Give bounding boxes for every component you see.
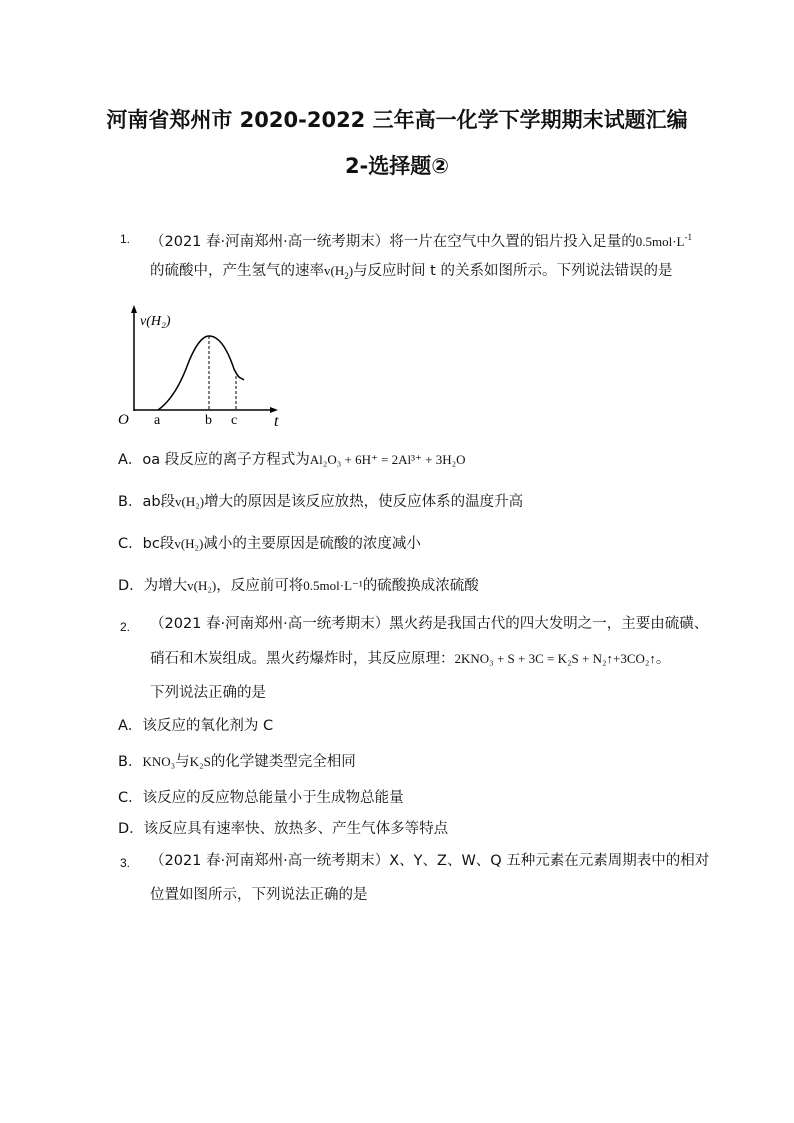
- question-1-stem-line2: [150, 262, 672, 285]
- q1-stem-text-3: 与反应时间 t 的关系如图所示。下列说法错误的是: [353, 263, 673, 279]
- question-3-stem-line2: 位置如图所示，下列说法正确的是: [150, 887, 368, 903]
- question-2-stem-line1: （2021 春·河南郑州·高一统考期末）黑火药是我国古代的四大发明之一，主要由硫磺、: [150, 616, 709, 632]
- q1-option-d-text: 的硫酸换成浓硫酸: [362, 578, 479, 594]
- q1-option-a-equation: Al₂O₃ + 6H⁺ = 2Al³⁺ + 3H₂O: [309, 452, 466, 467]
- y-axis-label: v(H₂): [140, 314, 171, 329]
- y-axis-arrow: [131, 305, 137, 313]
- q2-option-c[interactable]: C．该反应的反应物总能量小于生成物总能量: [118, 790, 404, 806]
- q1-rate-sub: 2: [344, 270, 349, 281]
- q1-option-c-label: C．: [118, 536, 143, 552]
- q2-option-b-formula-2: K₂S: [189, 754, 211, 769]
- rate-time-graph: [112, 303, 292, 433]
- tick-label-c: c: [231, 413, 238, 428]
- q1-option-d-rate: v(H₂): [187, 578, 217, 593]
- q2-stem-text: 硝石和木炭组成。黑火药爆炸时，其反应原理：: [150, 651, 455, 667]
- question-1-stem-line1: [150, 228, 692, 251]
- q1-stem-text: （2021 春·河南郑州·高一统考期末）将一片在空气中久置的铝片投入足量的: [150, 233, 636, 250]
- q2-option-b[interactable]: [118, 753, 356, 771]
- q2-option-d[interactable]: D．该反应具有速率快、放热多、产生气体多等特点: [118, 821, 449, 837]
- question-1-number: 1.: [120, 232, 131, 246]
- q1-option-d[interactable]: [118, 577, 479, 595]
- question-3-stem-line1: （2021 春·河南郑州·高一统考期末）X、Y、Z、W、Q 五种元素在元素周期表中的相对: [150, 853, 710, 869]
- q1-option-d-prefix: 为增大: [143, 578, 188, 594]
- q1-option-b-label: B．: [118, 494, 143, 510]
- q1-rate-symbol: v(H: [324, 263, 345, 278]
- q1-option-b-text: 增大的原因是该反应放热，使反应体系的温度升高: [204, 494, 524, 510]
- q1-option-a-label: A．: [118, 452, 143, 468]
- page-subtitle: 2-选择题②: [344, 154, 450, 178]
- curve-tail: [241, 378, 244, 380]
- q1-option-a-text: oa 段反应的离子方程式为: [142, 452, 310, 468]
- q1-concentration: 0.5mol·L: [635, 233, 685, 249]
- q2-stem-end: 。: [655, 651, 671, 667]
- q2-option-b-formula-1: KNO₃: [142, 754, 176, 769]
- q1-option-b[interactable]: [118, 493, 523, 511]
- q2-option-b-label: B．: [118, 754, 143, 770]
- q1-stem-text-2: 的硫酸中，产生氢气的速率: [150, 263, 324, 279]
- q2-option-b-text: 的化学键类型完全相同: [210, 754, 356, 770]
- q1-option-b-prefix: ab段: [142, 494, 176, 510]
- q1-rate-end: ): [348, 263, 354, 278]
- q1-option-d-label: D．: [118, 578, 144, 594]
- x-axis-label: t: [274, 413, 279, 430]
- question-2-stem-line3: 下列说法正确的是: [150, 685, 266, 701]
- tick-label-a: a: [154, 413, 161, 428]
- q1-option-c-rate: v(H₂): [174, 536, 204, 551]
- q1-option-a[interactable]: [118, 451, 466, 469]
- q1-concentration-sup: -1: [684, 232, 692, 242]
- q1-option-c-text: 减小的主要原因是硫酸的浓度减小: [203, 536, 421, 552]
- q1-option-d-mid: ，反应前可将: [216, 578, 304, 594]
- question-2-stem-line2: [150, 650, 670, 668]
- q1-option-d-concentration: 0.5mol·L⁻¹: [303, 578, 363, 593]
- tick-label-b: b: [205, 413, 212, 428]
- q1-option-b-rate: v(H₂): [175, 494, 205, 509]
- q1-option-c-prefix: bc段: [142, 536, 175, 552]
- origin-label: O: [118, 412, 129, 428]
- page-title: 河南省郑州市 2020-2022 三年高一化学下学期期末试题汇编: [106, 108, 688, 132]
- q2-option-b-mid: 与: [175, 754, 190, 770]
- q1-option-c[interactable]: [118, 535, 421, 553]
- rate-curve: [158, 336, 241, 410]
- question-2-number: 2.: [120, 620, 131, 634]
- q2-reaction-equation: 2KNO₃ + S + 3C = K₂S + N₂↑+3CO₂↑: [454, 651, 656, 666]
- question-3-number: 3.: [120, 856, 131, 870]
- q2-option-a[interactable]: A．该反应的氧化剂为 C: [118, 718, 274, 734]
